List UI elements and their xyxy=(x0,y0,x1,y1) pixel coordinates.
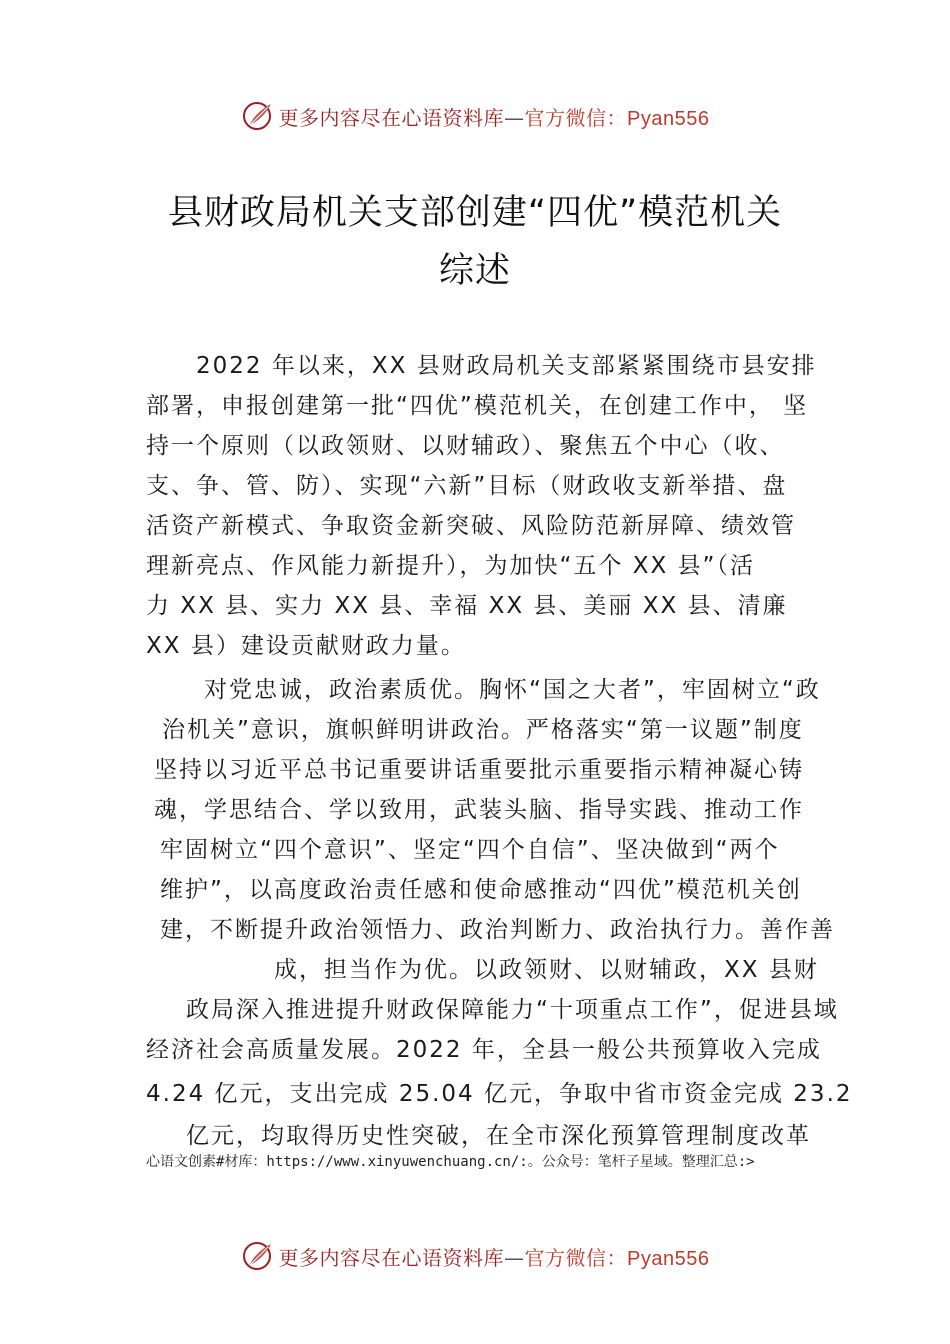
feather-logo-icon xyxy=(241,99,275,133)
body-line: 持一个原则（以政领财、以财辅政）、聚焦五个中心（收、 xyxy=(146,433,785,459)
body-line: 经济社会高质量发展。2022 年，全县一般公共预算收入完成 xyxy=(146,1037,822,1063)
body-line: 亿元，均取得历史性突破，在全市深化预算管理制度改革 xyxy=(186,1123,811,1149)
body-line: 政局深入推进提升财政保障能力“十项重点工作”，促进县域 xyxy=(186,997,839,1023)
body-line: 4.24 亿元，支出完成 25.04 亿元，争取中省市资金完成 23.2 xyxy=(146,1081,853,1107)
body-line: 理新亮点、作风能力新提升），为加快“五个 XX 县”（活 xyxy=(146,553,755,579)
watermark-text xyxy=(279,102,710,131)
document-title xyxy=(0,184,950,300)
watermark-id: Pyan556 xyxy=(627,1247,710,1270)
title-line-1: 县财政局机关支部创建“四优”模范机关 xyxy=(167,193,783,233)
body-line: 建，不断提升政治领悟力、政治判断力、政治执行力。善作善 xyxy=(160,917,835,943)
body-line: 支、争、管、防）、实现“六新”目标（财政收支新举措、盘 xyxy=(146,473,788,499)
body-line: 活资产新模式、争取资金新突破、风险防范新屏障、绩效管 xyxy=(146,513,796,539)
watermark-label: 官方微信： xyxy=(524,105,628,130)
body-line: 部署，申报创建第一批“四优”模范机关，在创建工作中， 坚 xyxy=(146,393,809,419)
body-line: 魂，学思结合、学以致用，武装头脑、指导实践、推动工作 xyxy=(154,797,804,823)
watermark-separator: — xyxy=(504,105,525,130)
body-line: 对党忠诚，政治素质优。胸怀“国之大者”，牢固树立“政 xyxy=(204,677,821,703)
body-line: 坚持以习近平总书记重要讲话重要批示重要指示精神凝心铸 xyxy=(154,757,804,783)
body-line: 力 XX 县、实力 XX 县、幸福 XX 县、美丽 XX 县、清廉 xyxy=(146,593,788,619)
watermark-text xyxy=(279,1242,710,1271)
watermark-banner-top xyxy=(0,96,950,136)
watermark-id: Pyan556 xyxy=(627,107,710,130)
title-line-2: 综述 xyxy=(438,251,511,291)
body-line: 治机关”意识，旗帜鲜明讲政治。严格落实“第一议题”制度 xyxy=(162,717,804,743)
watermark-main: 更多内容尽在心语资料库 xyxy=(278,1245,505,1270)
watermark-separator: — xyxy=(504,1245,525,1270)
feather-logo-icon xyxy=(241,1239,275,1273)
footer-note: 心语文创素#材库：https://www.xinyuwenchuang.cn/:。公众号：笔杆子星域。整理汇总:> xyxy=(146,1154,755,1170)
watermark-banner-bottom xyxy=(0,1236,950,1276)
body-line: 维护”，以高度政治责任感和使命感推动“四优”模范机关创 xyxy=(160,877,802,903)
body-line: XX 县）建设贡献财政力量。 xyxy=(146,633,466,659)
watermark-label: 官方微信： xyxy=(524,1245,628,1270)
body-line: 成，担当作为优。以政领财、以财辅政，XX 县财 xyxy=(274,957,819,983)
body-line: 牢固树立“四个意识”、坚定“四个自信”、坚决做到“两个 xyxy=(160,837,780,863)
body-line: 2022 年以来，XX 县财政局机关支部紧紧围绕市县安排 xyxy=(196,353,817,379)
watermark-main: 更多内容尽在心语资料库 xyxy=(278,105,505,130)
